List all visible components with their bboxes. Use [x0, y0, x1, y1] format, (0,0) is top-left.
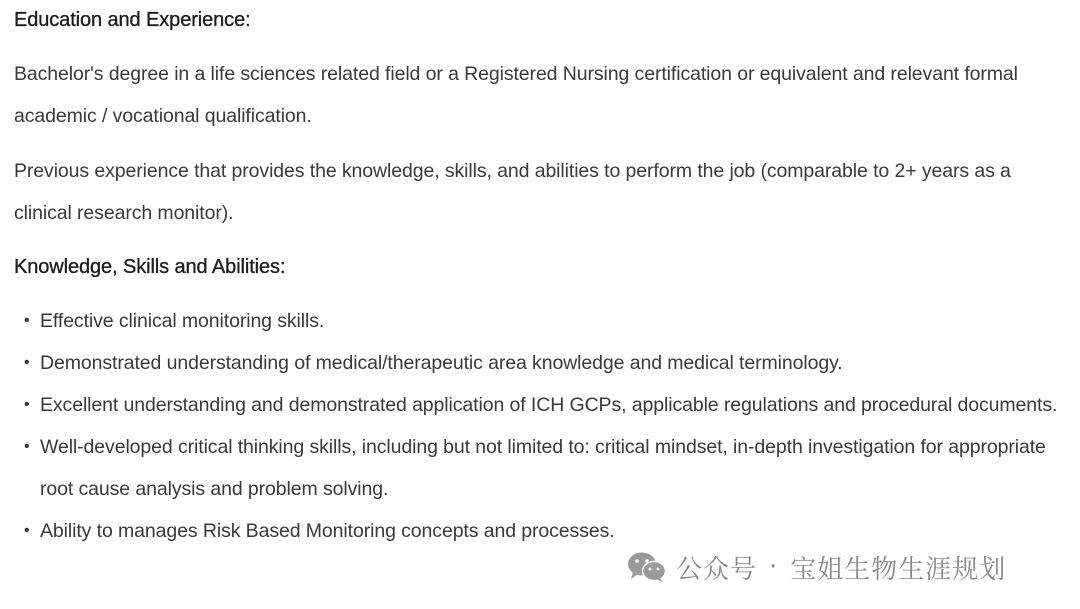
wechat-icon: [626, 551, 668, 583]
list-item: [14, 300, 1070, 342]
bullet-icon: •: [24, 396, 30, 413]
watermark-prefix: 公众号: [676, 554, 758, 585]
bullet-icon: •: [24, 312, 30, 329]
watermark-separator: ·: [769, 552, 779, 582]
list-item-text: Excellent understanding and demonstrated application of ICH GCPs, applicable regulations and procedural documents.: [40, 394, 1058, 416]
bullet-icon: •: [24, 438, 30, 455]
list-item-text: Demonstrated understanding of medical/therapeutic area knowledge and medical terminology.: [40, 352, 843, 374]
list-item-text: Well-developed critical thinking skills, including but not limited to: critical mindset, in-depth investigation for appropriate root cause analysis and problem solving.: [40, 436, 1046, 500]
list-item: [14, 426, 1070, 510]
education-paragraph: Bachelor's degree in a life sciences related field or a Registered Nursing certification or equivalent and relevant formal academic / vocational qualification.: [14, 63, 1018, 127]
experience-paragraph: Previous experience that provides the knowledge, skills, and abilities to perform the job (comparable to 2+ years as a clinical research monitor).: [14, 160, 1011, 224]
ksa-list: [14, 300, 1070, 552]
list-item: [14, 384, 1070, 426]
job-requirements: [14, 0, 1070, 552]
education-heading: Education and Experience:: [14, 9, 251, 31]
list-item: [14, 342, 1070, 384]
list-item-text: Ability to manages Risk Based Monitoring concepts and processes.: [40, 520, 615, 542]
bullet-icon: •: [24, 522, 30, 539]
list-item-text: Effective clinical monitoring skills.: [40, 310, 325, 332]
bullet-icon: •: [24, 354, 30, 371]
ksa-heading: Knowledge, Skills and Abilities:: [14, 256, 286, 278]
watermark-account-name: 宝姐生物生涯规划: [790, 554, 1007, 585]
wechat-watermark: [626, 545, 1006, 589]
